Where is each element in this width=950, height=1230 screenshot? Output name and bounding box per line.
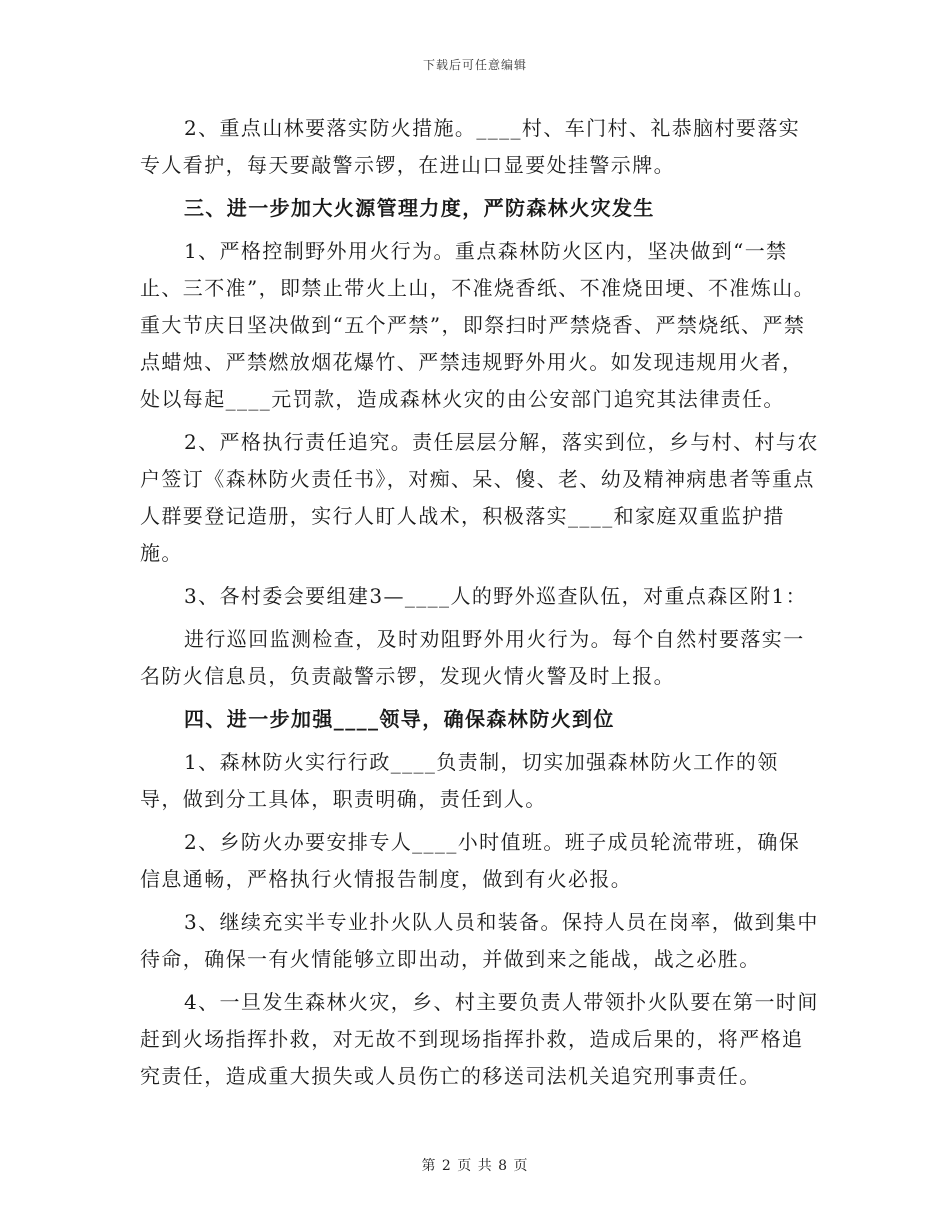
section-heading: 四、进一步加强____领导，确保森林防火到位 [184,707,615,731]
paragraph: 1、森林防火实行行政____负责制，切实加强森林防火工作的领导，做到分工具体，职责明确，责任到人。 [140,750,779,811]
paragraph: 2、乡防火办要安排专人____小时值班。班子成员轮流带班，确保信息通畅，严格执行火情报告制度，做到有火必报。 [140,830,801,891]
paragraph: 3、继续充实半专业扑火队人员和装备。保持人员在岗率，做到集中待命，确保一有火情能够立即出动，并做到来之能战，战之必胜。 [140,910,819,971]
paragraph: 1、严格控制野外用火行为。重点森林防火区内，坚决做到“一禁止、三不准”，即禁止带火上山，不准烧香纸、不准烧田埂、不准炼山。重大节庆日坚决做到“五个严禁”，即祭扫时严禁烧香、严禁烧纸、严禁点蜡烛、严禁燃放烟花爆竹、严禁违规野外用火。如发现违规用火者，处以每起____元罚款，造成森林火灾的由公安部门追究其法律责任。 [140,239,816,411]
paragraph: 2、重点山林要落实防火措施。____村、车门村、礼恭脑村要落实专人看护，每天要敲警示锣，在进山口显要处挂警示牌。 [140,116,801,177]
paragraph: 4、一旦发生森林火灾，乡、村主要负责人带领扑火队要在第一时间赶到火场指挥扑救，对无故不到现场指挥扑救，造成后果的，将严格追究责任，造成重大损失或人员伤亡的移送司法机关追究刑事责任。 [140,990,819,1088]
paragraph: 3、各村委会要组建3—____人的野外巡查队伍，对重点森区附1： [184,584,807,608]
paragraph: 进行巡回监测检查，及时劝阻野外用火行为。每个自然村要落实一名防火信息员，负责敲警示锣，发现火情火警及时上报。 [140,627,805,688]
document-body [140,110,820,1095]
header-note: 下载后可任意编辑 [422,58,527,72]
paragraph: 2、严格执行责任追究。责任层层分解，落实到位，乡与村、村与农户签订《森林防火责任书》，对痴、呆、傻、老、幼及精神病患者等重点人群要登记造册，实行人盯人战术，积极落实____和家庭双重监护措施。 [140,430,819,565]
section-heading: 三、进一步加大火源管理力度，严防森林火灾发生 [184,196,655,220]
page-number: 第 2 页 共 8 页 [421,1158,529,1174]
